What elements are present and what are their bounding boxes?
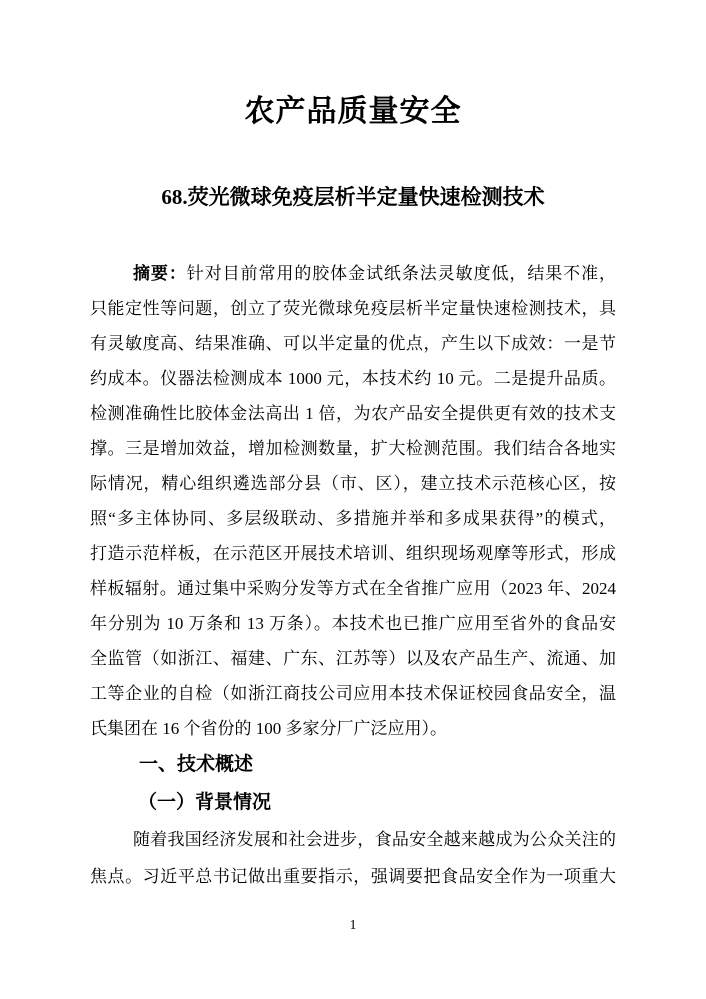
abstract-label: 摘要： <box>133 264 187 283</box>
abstract-lines <box>90 291 616 746</box>
abstract-first-line <box>90 256 616 291</box>
background-line: 随着我国经济发展和社会进步，食品安全越来越成为公众关注的 <box>133 830 616 849</box>
abstract-line: 全监管（如浙江、福建、广东、江苏等）以及农产品生产、流通、加 <box>90 649 616 668</box>
abstract-line: 年分别为 10 万条和 13 万条）。本技术也已推广应用至省外的食品安 <box>90 614 616 633</box>
page-number: 1 <box>349 918 357 933</box>
abstract-line: 打造示范样板，在示范区开展技术培训、组织现场观摩等形式，形成 <box>90 544 616 563</box>
abstract-section <box>90 256 616 746</box>
abstract-first-line-text: 针对目前常用的胶体金试纸条法灵敏度低，结果不准， <box>186 264 616 283</box>
abstract-line: 工等企业的自检（如浙江商技公司应用本技术保证校园食品安全，温 <box>90 684 616 703</box>
abstract-line: 检测准确性比胶体金法高出 1 倍，为农产品安全提供更有效的技术支 <box>90 404 616 423</box>
abstract-line: 样板辐射。通过集中采购分发等方式在全省推广应用（2023 年、2024 <box>90 579 616 598</box>
abstract-line: 有灵敏度高、结果准确、可以半定量的优点，产生以下成效：一是节 <box>90 334 616 353</box>
abstract-line: 只能定性等问题，创立了荧光微球免疫层析半定量快速检测技术，具 <box>90 299 616 318</box>
document-title: 农产品质量安全 <box>244 95 462 128</box>
subsection-heading-background: （一）背景情况 <box>138 792 272 813</box>
abstract-line: 照“多主体协同、多层级联动、多措施并举和多成果获得”的模式， <box>90 509 616 528</box>
abstract-line: 际情况，精心组织遴选部分县（市、区），建立技术示范核心区，按 <box>90 474 616 493</box>
page-body <box>90 256 616 895</box>
abstract-line: 约成本。仪器法检测成本 1000 元，本技术约 10 元。二是提升品质。 <box>90 369 616 388</box>
background-line: 焦点。习近平总书记做出重要指示，强调要把食品安全作为一项重大 <box>90 867 616 886</box>
section-heading-technology-overview: 一、技术概述 <box>139 754 254 775</box>
abstract-line: 撑。三是增加效益，增加检测数量，扩大检测范围。我们结合各地实 <box>90 439 616 458</box>
article-title: 68.荧光微球免疫层析半定量快速检测技术 <box>161 185 545 209</box>
background-paragraph <box>90 821 616 895</box>
abstract-line: 氏集团在 16 个省份的 100 多家分厂广泛应用）。 <box>90 719 447 738</box>
